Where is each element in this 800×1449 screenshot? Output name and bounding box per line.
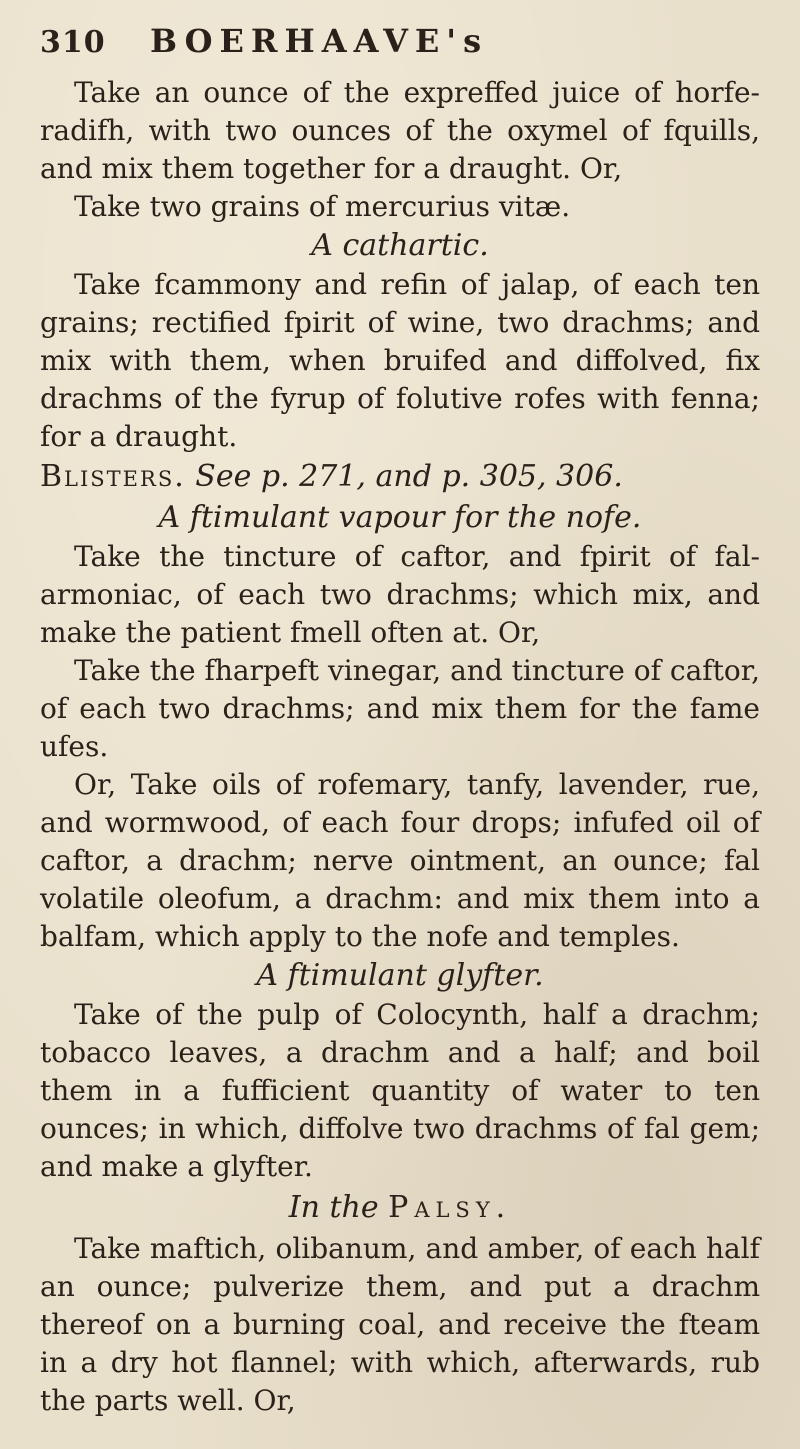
paragraph-tincture-castor: Take the tincture of caftor, and fpirit of fal-armoniac, of each two drachms; which mix, and make the patient fmell often at. Or, <box>40 540 760 649</box>
paragraph-mastich: Take maftich, olibanum, and amber, of each half an ounce; pulverize them, and put a drachm thereof on a burning coal, and receive the fteam in a dry hot flannel; with which, afterwards, rub the parts well. Or, <box>40 1232 760 1417</box>
paragraph-horse-radish: Take an ounce of the expreffed juice of horfe-radifh, with two ounces of the oxymel of fquills, and mix them together for a draught. Or, <box>40 76 760 185</box>
heading-stimulant-glyster: A ftimulant glyfter. <box>256 958 544 993</box>
book-page <box>40 22 760 1422</box>
running-head <box>40 22 760 74</box>
body-text <box>40 74 760 1420</box>
paragraph-colocynth: Take of the pulp of Colocynth, half a drachm; tobacco leaves, a drachm and a half; and boil them in a fufficient quantity of water to ten ounces; in which, diffolve two drachms of fal gem; and make a glyfter. <box>40 998 760 1183</box>
paragraph-scammony: Take fcammony and refin of jalap, of each ten grains; rectified fpirit of wine, two drachms; and mix with them, when bruifed and diffolved, fix drachms of the fyrup of folutive rofes with fenna; for a draught. <box>40 268 760 453</box>
heading-palsy <box>40 1186 760 1230</box>
heading-blisters <box>40 456 760 498</box>
paragraph-mercurius-vitae: Take two grains of mercurius vitæ. <box>74 190 571 223</box>
heading-stimulant-vapour: A ftimulant vapour for the nofe. <box>158 500 642 535</box>
heading-cathartic: A cathartic. <box>311 228 489 263</box>
page-number: 310 <box>40 25 106 60</box>
paragraph-sharpest-vinegar: Take the fharpeft vinegar, and tincture of caftor, of each two drachms; and mix them for the fame ufes. <box>40 654 760 763</box>
paragraph-oils-rosemary: Or, Take oils of rofemary, tanfy, lavender, rue, and wormwood, of each four drops; infufed oil of caftor, a drachm; nerve ointment, an ounce; fal volatile oleofum, a drachm: and mix them into a balfam, which apply to the nofe and temples. <box>40 768 760 953</box>
heading-blisters-reference: See p. 271, and p. 305, 306. <box>195 459 623 494</box>
running-title: BOERHAAVE's <box>150 22 489 60</box>
heading-palsy-title: Palsy. <box>388 1190 512 1225</box>
heading-blisters-lead: Blisters. <box>40 459 186 494</box>
heading-palsy-lead: In the <box>288 1190 379 1225</box>
